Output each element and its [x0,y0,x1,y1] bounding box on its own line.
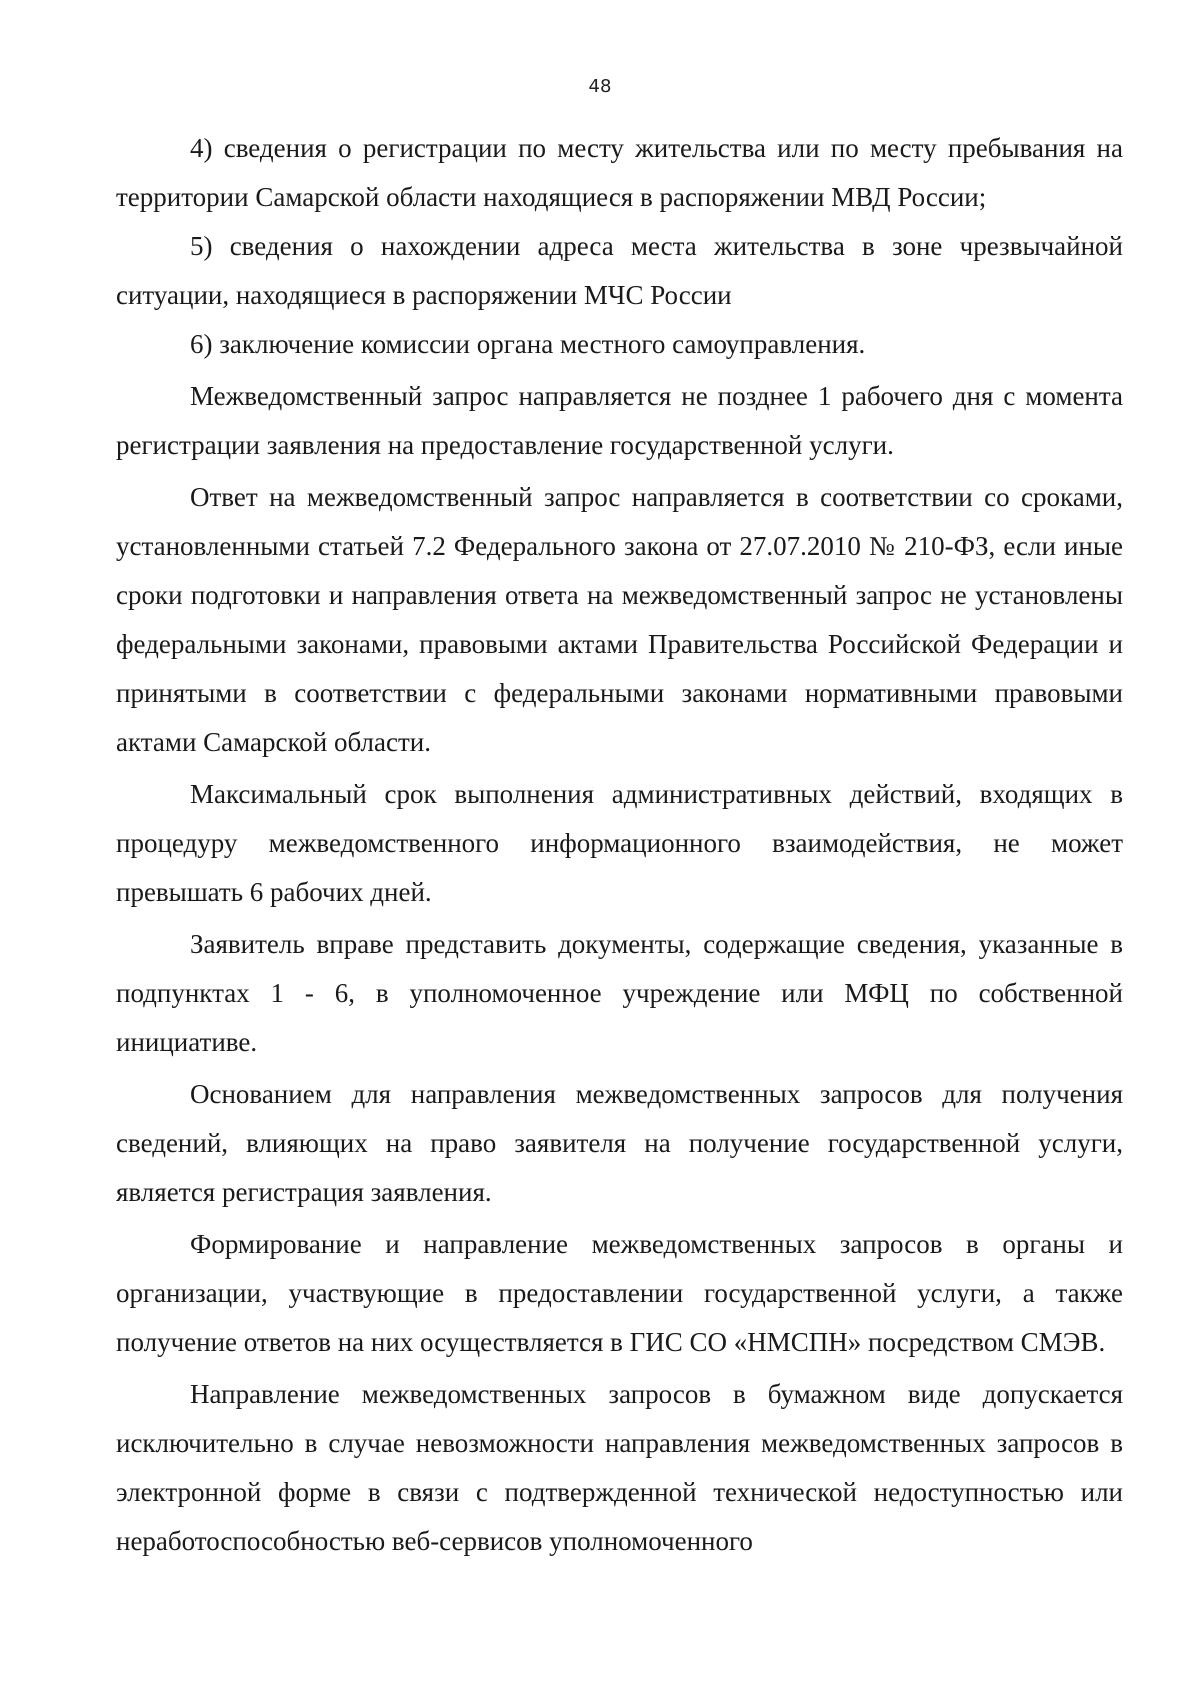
paragraph-request-deadline: Межведомственный запрос направляется не позднее 1 рабочего дня с момента регистрации заявления на предоставление государственной услуги. [116,381,1123,460]
paragraph-item-6: 6) заключение комиссии органа местного самоуправления. [190,329,866,359]
paragraph-paper-requests: Направление межведомственных запросов в бумажном виде допускается исключительно в случае невозможности направления межведомственных запросов в электронной форме в связи с подтвержденной технической недоступностью или неработоспособностью веб-сервисов уполномоченного [116,1379,1123,1556]
page-number: 48 [588,76,612,97]
paragraph-formation: Формирование и направление межведомственных запросов в органы и организации, участвующие в предоставлении государственной услуги, а также получение ответов на них осуществляется в ГИС СО «НМСПН» посредством СМЭВ. [116,1229,1123,1357]
paragraph-basis: Основанием для направления межведомственных запросов для получения сведений, влияющих на право заявителя на получение государственной услуги, является регистрация заявления. [116,1079,1123,1207]
paragraph-response-terms: Ответ на межведомственный запрос направляется в соответствии со сроками, установленными статьей 7.2 Федерального закона от 27.07.2010 № 210-ФЗ, если иные сроки подготовки и направления ответа на межведомственный запрос не установлены федеральными законами, правовыми актами Правительства Российской Федерации и принятыми в соответствии с федеральными законами нормативными правовыми актами Самарской области. [116,482,1123,757]
paragraph-item-5: 5) сведения о нахождении адреса места жительства в зоне чрезвычайной ситуации, находящиеся в распоряжении МЧС России [116,231,1123,310]
paragraph-item-4: 4) сведения о регистрации по месту жительства или по месту пребывания на территории Самарской области находящиеся в распоряжении МВД России; [116,133,1123,212]
paragraph-max-term: Максимальный срок выполнения административных действий, входящих в процедуру межведомственного информационного взаимодействия, не может превышать 6 рабочих дней. [116,779,1123,907]
paragraph-applicant-right: Заявитель вправе представить документы, содержащие сведения, указанные в подпунктах 1 - 6, в уполномоченное учреждение или МФЦ по собственной инициативе. [116,929,1123,1057]
document-body [116,124,1123,1566]
